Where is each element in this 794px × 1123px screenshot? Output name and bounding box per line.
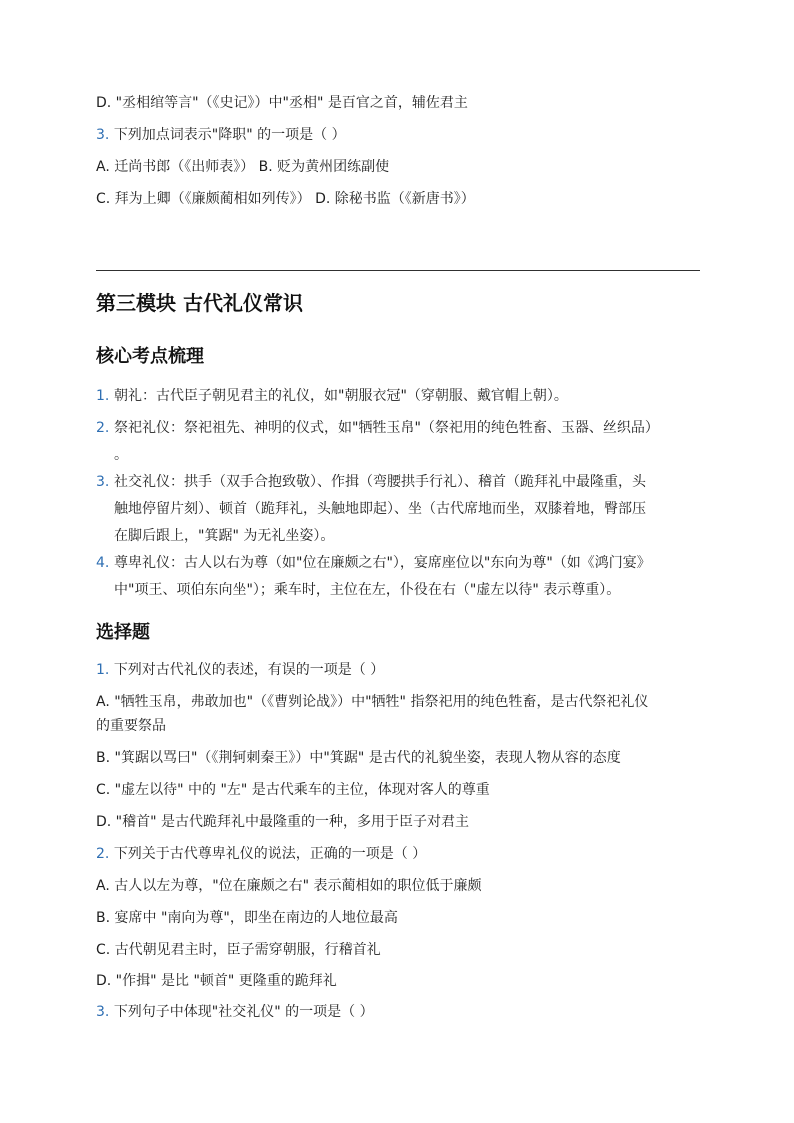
question-number: 2. — [96, 846, 110, 862]
q2-option-d: D. "作揖" 是比 "顿首" 更隆重的跪拜礼 — [96, 973, 337, 989]
question-text: 下列加点词表示"降职" 的一项是（ ） — [113, 127, 346, 143]
q2-option-a: A. 古人以左为尊，"位在廉颇之右" 表示蔺相如的职位低于廉颇 — [96, 878, 482, 894]
core-point-text: 尊卑礼仪：古人以右为尊（如"位在廉颇之右"），宴席座位以"东向为尊"（如《鸿门宴》 — [114, 555, 651, 571]
q1-option-c: C. "虚左以待" 中的 "左" 是古代乘车的主位，体现对客人的尊重 — [96, 782, 490, 798]
list-number: 1. — [96, 388, 110, 404]
list-number: 3. — [96, 474, 110, 490]
question-number: 1. — [96, 662, 110, 678]
core-points-heading: 核心考点梳理 — [96, 346, 204, 367]
question-number: 3. — [96, 1004, 110, 1020]
core-point-text-cont: 在脚后跟上，"箕踞" 为无礼坐姿）。 — [114, 528, 335, 544]
core-point-1 — [96, 383, 700, 410]
q2-option-c: C. 古代朝见君主时，臣子需穿朝服，行稽首礼 — [96, 942, 381, 958]
option-d-prev-question: D. "丞相绾等言"（《史记》）中"丞相" 是百官之首，辅佐君主 — [96, 95, 468, 111]
question-text: 下列句子中体现"社交礼仪" 的一项是（ ） — [113, 1004, 374, 1020]
core-point-2 — [96, 415, 700, 469]
core-point-3 — [96, 469, 700, 550]
choice-question-1 — [96, 658, 700, 682]
list-number: 4. — [96, 555, 110, 571]
question-3-prev — [96, 123, 700, 147]
module-title: 第三模块 古代礼仪常识 — [96, 291, 303, 315]
q1-option-d: D. "稽首" 是古代跪拜礼中最隆重的一种，多用于臣子对君主 — [96, 814, 470, 830]
section-divider — [96, 270, 700, 271]
list-number: 2. — [96, 420, 110, 436]
question-text: 下列对古代礼仪的表述，有误的一项是（ ） — [113, 662, 385, 678]
core-point-text: 祭祀礼仪：祭祀祖先、神明的仪式，如"牺牲玉帛"（祭祀用的纯色牲畜、玉器、丝织品） — [114, 420, 659, 436]
core-point-text-cont: 触地停留片刻）、顿首（跪拜礼，头触地即起）、坐（古代席地而坐，双膝着地，臀部压 — [114, 501, 646, 517]
core-point-text: 社交礼仪：拱手（双手合抱致敬）、作揖（弯腰拱手行礼）、稽首（跪拜礼中最隆重，头 — [114, 474, 646, 490]
core-point-4 — [96, 550, 700, 604]
q2-option-b: B. 宴席中 "南向为尊"，即坐在南边的人地位最高 — [96, 910, 398, 926]
options-a-b: A. 迁尚书郎（《出师表》） B. 贬为黄州团练副使 — [96, 159, 390, 175]
choice-question-2 — [96, 842, 700, 866]
choice-question-3 — [96, 1000, 700, 1024]
core-point-text-cont: 。 — [114, 447, 128, 463]
q1-option-a-line1: A. "牺牲玉帛，弗敢加也"（《曹刿论战》）中"牺牲" 指祭祀用的纯色牲畜，是古代祭祀礼仪 — [96, 694, 649, 710]
question-text: 下列关于古代尊卑礼仪的说法，正确的一项是（ ） — [113, 846, 427, 862]
core-point-text-cont: 中"项王、项伯东向坐"）；乘车时，主位在左，仆役在右（"虚左以待" 表示尊重）。 — [114, 582, 621, 598]
question-number: 3. — [96, 127, 110, 143]
q1-option-a-line2: 的重要祭品 — [96, 718, 166, 734]
choice-questions-heading: 选择题 — [96, 622, 150, 643]
options-c-d: C. 拜为上卿（《廉颇蔺相如列传》） D. 除秘书监（《新唐书》） — [96, 191, 475, 207]
core-point-text: 朝礼：古代臣子朝见君主的礼仪，如"朝服衣冠"（穿朝服、戴官帽上朝）。 — [114, 388, 568, 404]
q1-option-b: B. "箕踞以骂曰"（《荆轲刺秦王》）中"箕踞" 是古代的礼貌坐姿，表现人物从容的态度 — [96, 750, 621, 766]
